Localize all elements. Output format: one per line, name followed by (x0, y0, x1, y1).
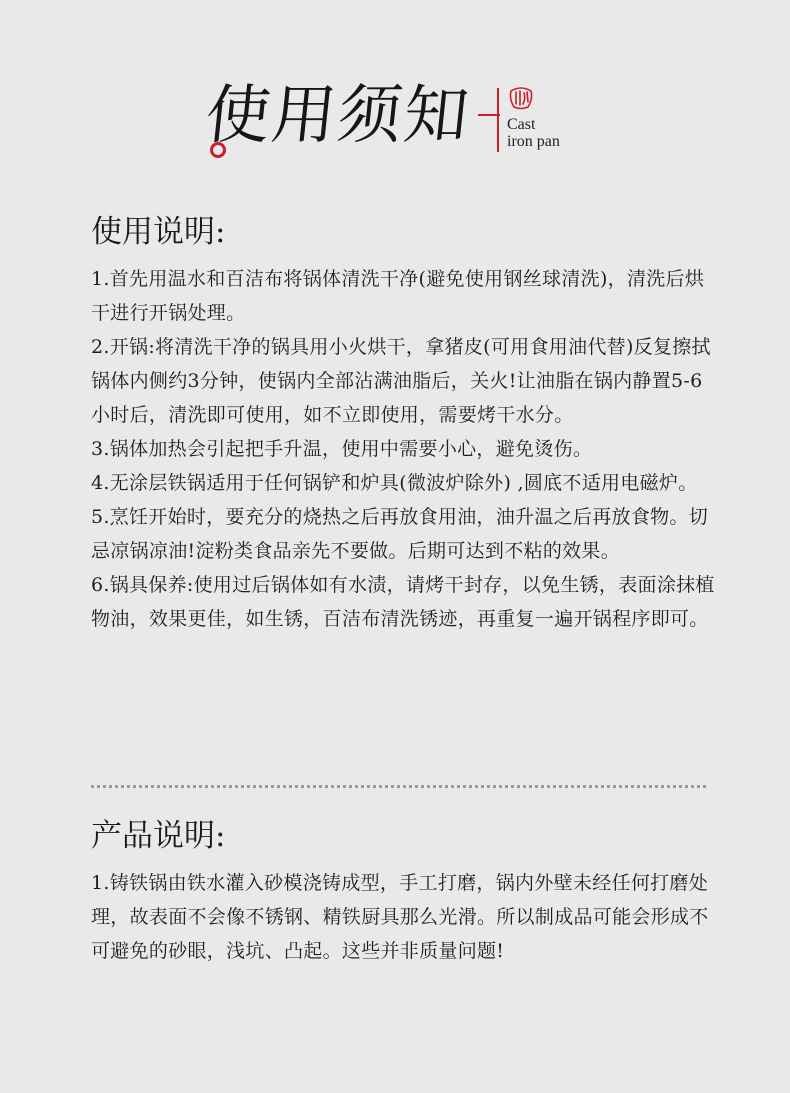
red-seal-icon (508, 84, 534, 110)
product-section (91, 816, 717, 968)
usage-item-3: 3.锅体加热会引起把手升温，使用中需要小心，避免烫伤。 (91, 438, 593, 460)
usage-item-5: 5.烹饪开始时，要充分的烧热之后再放食用油，油升温之后再放食物。切忌凉锅凉油!淀粉类食品亲先不要做。后期可达到不粘的效果。 (91, 506, 709, 562)
subtitle-line-2: iron pan (507, 133, 560, 150)
red-dot-ornament (210, 142, 226, 158)
page-title: 使用须知 (202, 79, 474, 153)
usage-item-4: 4.无涂层铁锅适用于任何锅铲和炉具(微波炉除外) ,圆底不适用电磁炉。 (91, 472, 698, 494)
red-vertical-divider (497, 88, 499, 152)
dotted-divider (91, 785, 706, 788)
usage-item-6: 6.锅具保养:使用过后锅体如有水渍，请烤干封存，以免生锈，表面涂抹植物油，效果更佳，如生锈，百洁布清洗锈迹，再重复一遍开锅程序即可。 (91, 574, 715, 630)
header (0, 70, 790, 170)
usage-item-2: 2.开锅:将清洗干净的锅具用小火烘干，拿猪皮(可用食用油代替)反复擦拭锅体内侧约3分钟，使锅内全部沾满油脂后，关火!让油脂在锅内静置5-6小时后，清洗即可使用，如不立即使用，需要烤干水分。 (91, 336, 711, 426)
product-item-1: 1.铸铁锅由铁水灌入砂模浇铸成型，手工打磨，锅内外壁未经任何打磨处理，故表面不会像不锈钢、精铁厨具那么光滑。所以制成品可能会形成不可避免的砂眼，浅坑、凸起。这些并非质量问题! (91, 872, 709, 962)
usage-item-1: 1.首先用温水和百洁布将锅体清洗干净(避免使用钢丝球清洗)，清洗后烘干进行开锅处理。 (91, 268, 705, 324)
usage-title: 使用说明: (91, 214, 226, 250)
subtitle-line-1: Cast (507, 116, 536, 133)
usage-section (91, 212, 717, 636)
subtitle (507, 116, 560, 150)
product-title: 产品说明: (91, 818, 226, 854)
